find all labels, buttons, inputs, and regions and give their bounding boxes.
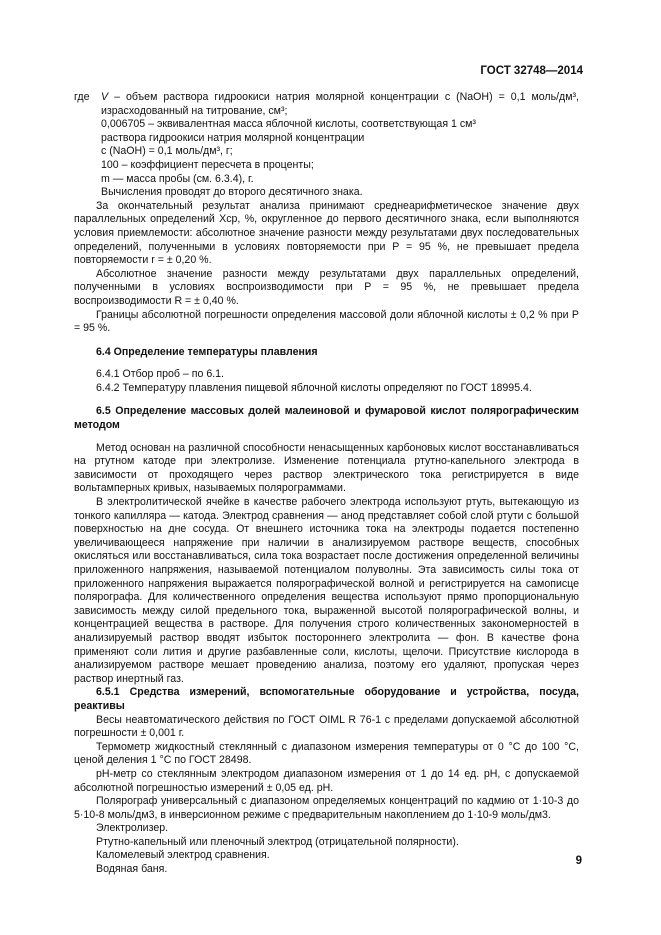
equipment-item: Термометр жидкостный стеклянный с диапазоном измерения температуры от 0 °С до 100 °С, ценой деления 1 °С по ГОСТ 28498. [74, 740, 579, 767]
equipment-item: pH-метр со стеклянным электродом диапазоном измерения от 1 до 14 ед. pH, с допускаемой абсолютной погрешностью измерений ± 0,05 ед. pH. [74, 767, 579, 794]
equipment-item: Полярограф универсальный с диапазоном определяемых концентраций по кадмию от 1·10-3 до 5·10-8 моль/дм3, в инверсионном режиме с предварительным накоплением до 1·10-9 моль/дм3. [74, 795, 579, 821]
where-line-coefficient: 100 – коэффициент пересчета в проценты; [101, 158, 314, 171]
reproducibility-paragraph: Абсолютное значение разности между результатами двух параллельных определений, полученными в условиях воспроизводимости при P = 95 %, не превышает предела воспроизводимости R = ± 0,40 %. [74, 267, 579, 307]
equipment-item: Весы неавтоматического действия по ГОСТ OIML R 76-1 с пределами допускаемой абсолютной погрешности ± 0,001 г. [74, 713, 579, 740]
section-6-5-1-title: 6.5.1 Средства измерений, вспомогательные оборудование и устройства, посуда, реактивы [74, 686, 579, 712]
document-number-header: ГОСТ 32748—2014 [480, 65, 583, 77]
where-line-solution: раствора гидроокиси натрия молярной концентрации [101, 131, 365, 144]
section-6-4-1: 6.4.1 Отбор проб – по 6.1. [96, 368, 224, 381]
page-number: 9 [575, 855, 582, 867]
where-line-mass: m — масса пробы (см. 6.3.4), г. [101, 172, 254, 185]
equipment-item: Водяная баня. [96, 863, 168, 876]
error-bounds-paragraph: Границы абсолютной погрешности определения массовой доли яблочной кислоты ± 0,2 % при P = 95 %. [74, 308, 579, 335]
section-6-5-method-paragraph: Метод основан на различной способности ненасыщенных карбоновых кислот восстанавливаться на ртутном катоде при электролизе. Изменение потенциала ртутно-капельного электрода в зависимости от проходящего через раствор электрического тока регистрируется в виде вольтамперных кривых, называемых полярограммами. [74, 441, 579, 495]
equipment-item: Каломелевый электрод сравнения. [96, 849, 270, 862]
section-6-5-cell-paragraph: В электролитической ячейке в качестве рабочего электрода используют ртуть, вытекающую из тонкого капилляра — катода. Электрод сравнения — анод представляет собой слой ртути с большой поверхностью на дне сосуда. От внешнего источника тока на электроды подается постепенно увеличивающееся напряжение при наличии в анализируемом растворе веществ, способных окисляться или восстанавливаться, сила тока возрастает после достижения определенной величины приложенного напряжения, называемой потенциалом полуволны. Эта зависимость силы тока от приложенного напряжения выражается полярографической волной и регистрируется на самописце полярографа. Для количественного определения вещества используют прямо пропорциональную зависимость между силой предельного тока, выраженной высотой полярографической волны, и концентрацией вещества в растворе. Для получения строго количественных закономерностей в анализируемый раствор вводят избыток постороннего электролита — фон. В качестве фона применяют соли лития и другие разбавленные соли, кислоты, щелочи. Присутствие кислорода в анализируемом растворе мешает проведению анализа, поэтому его удаляют, пропуская через раствор инертный газ. [74, 496, 579, 685]
where-word: где [74, 91, 90, 103]
page-content [74, 91, 579, 877]
where-line-equivalent-mass: 0,006705 – эквивалентная масса яблочной кислоты, соответствующая 1 см³ [101, 118, 476, 131]
volume-description: – объем раствора гидроокиси натрия молярной концентрации c (NaOH) = 0,1 моль/дм³, израсходованный на титрование, см³; [101, 91, 579, 117]
section-6-4-title: 6.4 Определение температуры плавления [96, 345, 318, 358]
equipment-item: Электролизер. [96, 822, 169, 835]
result-paragraph: За окончательный результат анализа принимают среднеарифметическое значение двух параллельных определений Xср, %, округленное до первого десятичного знака, если выполняются условия приемлемости: абсолютное значение разности между результатами двух последовательных определений, полученными в условиях повторяемости при P = 95 %, не превышает предела повторяемости r = ± 0,20 %. [74, 199, 579, 267]
section-6-5-title: 6.5 Определение массовых долей малеиновой и фумаровой кислот полярографическим методом [74, 405, 579, 432]
equipment-item: Ртутно-капельный или пленочный электрод (отрицательной полярности). [96, 835, 459, 848]
where-line-calculations: Вычисления проводят до второго десятичного знака. [101, 186, 363, 199]
volume-symbol: V [101, 91, 109, 103]
where-line-concentration: c (NaOH) = 0,1 моль/дм³, г; [101, 145, 233, 158]
where-line-volume [74, 91, 579, 118]
section-6-4-2: 6.4.2 Температуру плавления пищевой яблочной кислоты определяют по ГОСТ 18995.4. [96, 381, 532, 394]
